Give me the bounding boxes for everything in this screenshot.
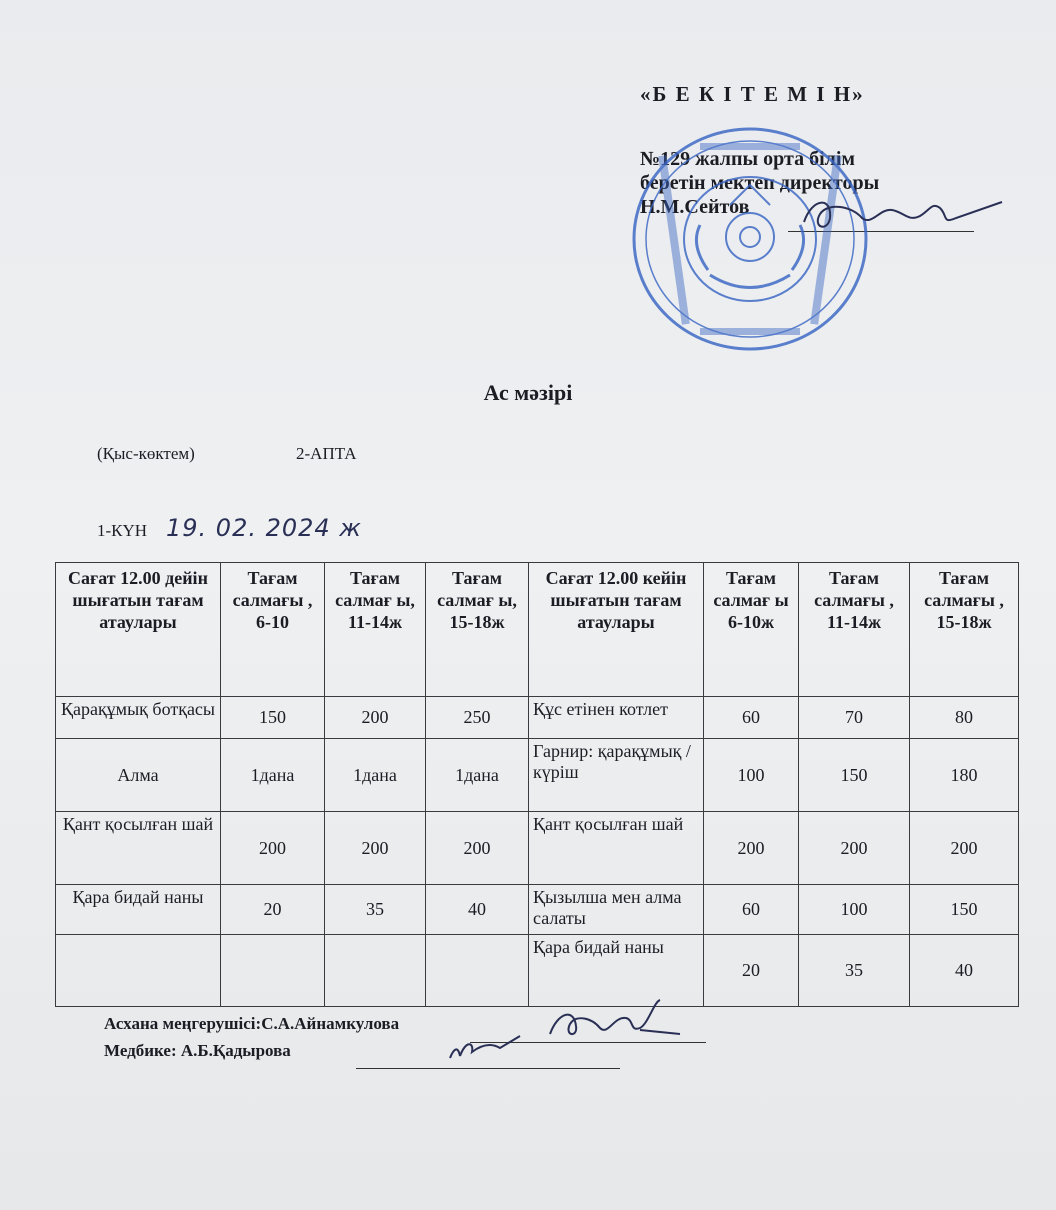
table-cell xyxy=(426,935,529,1007)
table-cell: 80 xyxy=(910,697,1019,739)
table-cell: 180 xyxy=(910,739,1019,812)
table-cell: 200 xyxy=(704,812,799,885)
table-cell: 20 xyxy=(704,935,799,1007)
table-cell xyxy=(221,935,325,1007)
table-cell: 150 xyxy=(799,739,910,812)
week-label: 2-АПТА xyxy=(296,444,357,463)
table-row xyxy=(56,935,1019,1007)
table-row xyxy=(56,812,1019,885)
header-cell: Тағам салмағы , 15-18ж xyxy=(910,563,1019,697)
table-cell: 100 xyxy=(704,739,799,812)
approval-heading: «Б Е К І Т Е М І Н» xyxy=(640,82,865,106)
table-cell: 250 xyxy=(426,697,529,739)
header-cell: Тағам салмағ ы, 11-14ж xyxy=(325,563,426,697)
header-cell: Сағат 12.00 кейін шығатын тағам атаулары xyxy=(529,563,704,697)
table-cell: 60 xyxy=(704,885,799,935)
table-cell: 35 xyxy=(799,935,910,1007)
director-signature-icon xyxy=(792,188,1012,238)
table-cell: Қант қосылған шай xyxy=(56,812,221,885)
table-cell: 100 xyxy=(799,885,910,935)
nurse-signature-label: Медбике: А.Б.Қадырова xyxy=(104,1041,291,1060)
table-cell: 1дана xyxy=(221,739,325,812)
table-cell: 200 xyxy=(221,812,325,885)
table-row xyxy=(56,739,1019,812)
nurse-signature-icon xyxy=(440,1028,530,1068)
table-cell: 200 xyxy=(910,812,1019,885)
header-cell: Тағам салмағы , 11-14ж xyxy=(799,563,910,697)
table-cell: 35 xyxy=(325,885,426,935)
school-stamp-icon xyxy=(630,125,870,353)
table-row xyxy=(56,885,1019,935)
header-cell: Тағам салмағ ы, 15-18ж xyxy=(426,563,529,697)
table-cell: 1дана xyxy=(325,739,426,812)
table-cell: 200 xyxy=(799,812,910,885)
approval-line-2: беретін мектеп директоры xyxy=(640,172,880,194)
header-cell: Тағам салмағ ы 6-10ж xyxy=(704,563,799,697)
cook-signature-label: Асхана меңгерушісі:С.А.Айнамкулова xyxy=(104,1014,400,1033)
table-cell: Гарнир: қарақұмық / күріш xyxy=(529,739,704,812)
approval-line-1: №129 жалпы орта білім xyxy=(640,148,856,170)
table-cell: 200 xyxy=(325,697,426,739)
table-cell: 70 xyxy=(799,697,910,739)
page-title: Ас мәзірі xyxy=(483,380,573,405)
day-label: 1-КҮН xyxy=(97,521,148,540)
table-cell: Қара бидай наны xyxy=(529,935,704,1007)
table-cell: 200 xyxy=(325,812,426,885)
table-cell: 200 xyxy=(426,812,529,885)
table-cell: 40 xyxy=(910,935,1019,1007)
season-label: (Қыс-көктем) xyxy=(97,444,195,463)
table-cell: 40 xyxy=(426,885,529,935)
table-cell: 20 xyxy=(221,885,325,935)
header-cell: Сағат 12.00 дейін шығатын тағам атаулары xyxy=(56,563,221,697)
table-header-row xyxy=(56,563,1019,697)
table-row xyxy=(56,697,1019,739)
table-cell: Қара бидай наны xyxy=(56,885,221,935)
table-cell: 150 xyxy=(910,885,1019,935)
table-cell: Қарақұмық ботқасы xyxy=(56,697,221,739)
cook-signature-icon xyxy=(530,998,690,1048)
table-cell xyxy=(56,935,221,1007)
table-cell: Қызылша мен алма салаты xyxy=(529,885,704,935)
table-cell: 1дана xyxy=(426,739,529,812)
approval-line-3: Н.М.Сейтов xyxy=(640,196,750,218)
handwritten-date: 19. 02. 2024 ж xyxy=(166,514,362,542)
table-cell xyxy=(325,935,426,1007)
table-cell: 60 xyxy=(704,697,799,739)
menu-table xyxy=(55,562,1019,1007)
table-cell: Қант қосылған шай xyxy=(529,812,704,885)
header-cell: Тағам салмағы , 6-10 xyxy=(221,563,325,697)
nurse-signature-line xyxy=(356,1068,620,1069)
table-cell: Алма xyxy=(56,739,221,812)
table-cell: Құс етінен котлет xyxy=(529,697,704,739)
table-cell: 150 xyxy=(221,697,325,739)
